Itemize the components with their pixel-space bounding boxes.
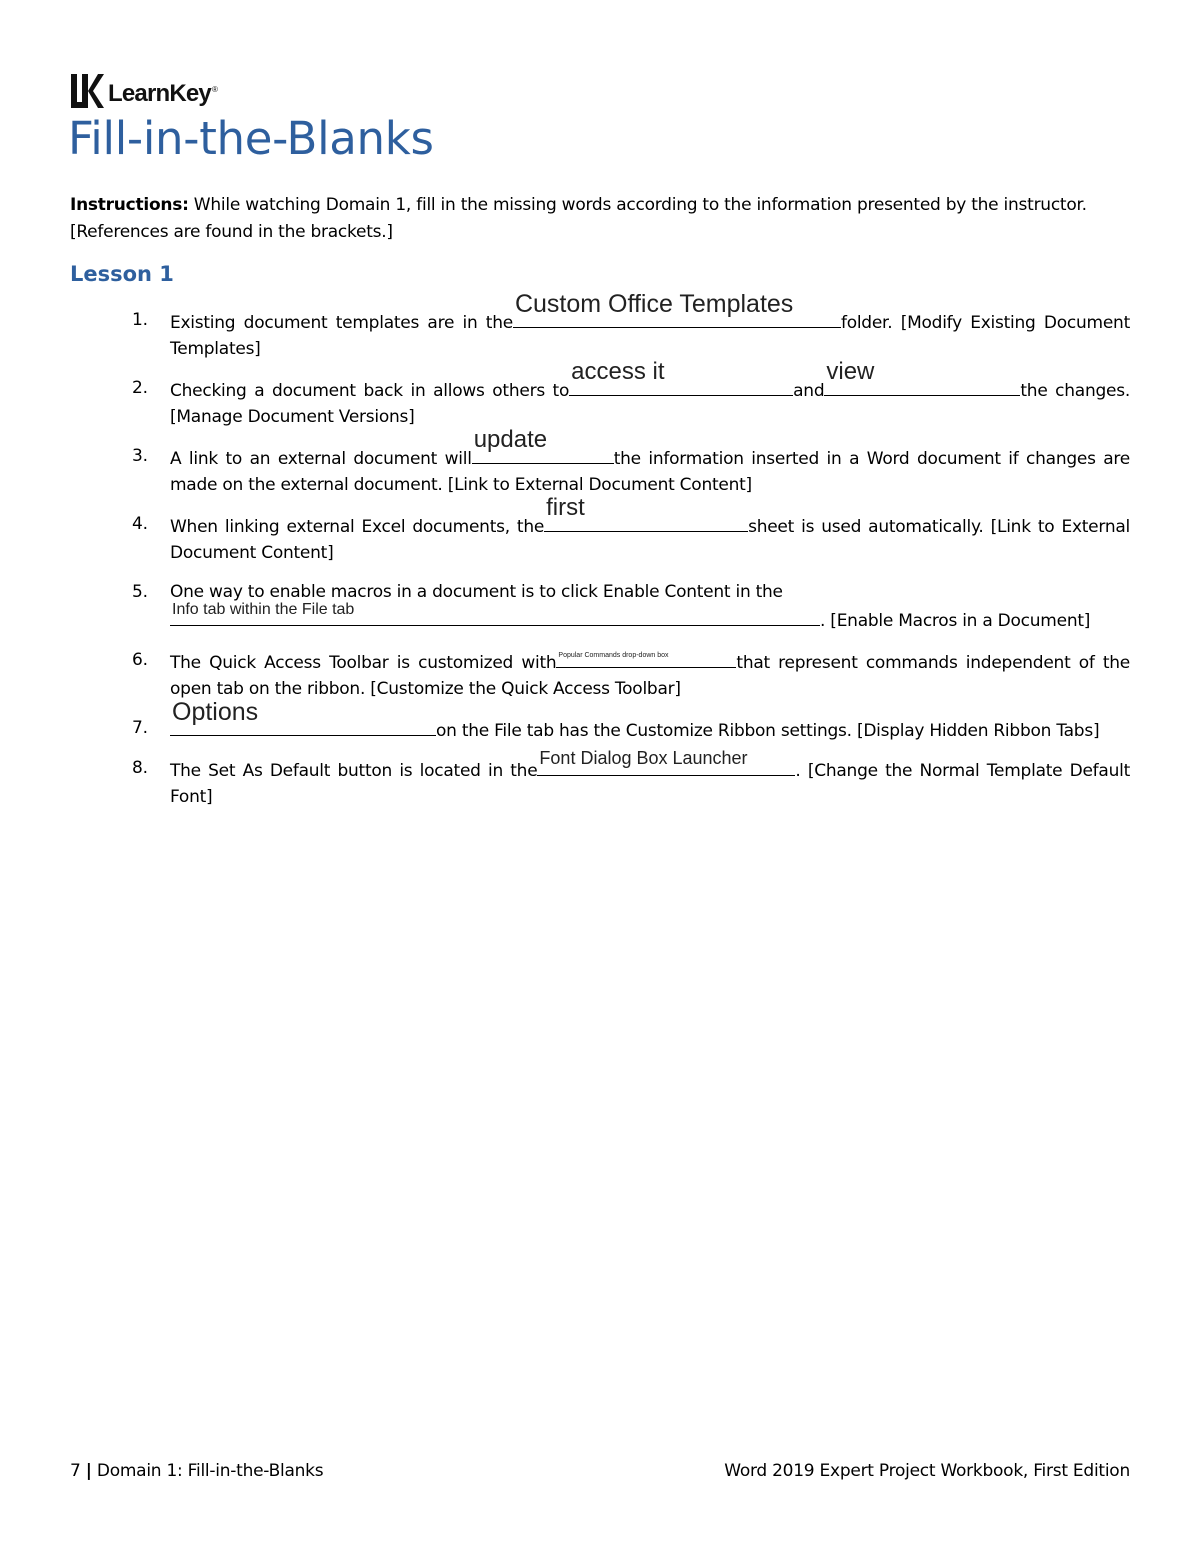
answer-text: update [473,426,548,453]
answer-blank[interactable] [170,601,820,626]
question-number: 2. [132,378,148,398]
question-text: The Quick Access Toolbar is customized with [170,653,557,673]
question-text: that represent commands independent of the open tab on the ribbon. [Customize the Quick Access Toolbar] [170,653,1130,699]
instructions-label: Instructions: [70,195,189,215]
answer-blank[interactable] [824,358,1020,396]
question-3 [132,426,1130,498]
answer-blank[interactable] [569,358,793,396]
logo-wordmark: LearnKey® [108,80,218,107]
answer-text: access it [571,358,665,385]
question-text: sheet is used automatically. [Link to External Document Content] [170,517,1130,563]
question-number: 3. [132,446,148,466]
question-text: the changes. [Manage Document Versions] [170,381,1130,427]
question-number: 8. [132,758,148,778]
question-text: the information inserted in a Word document if changes are made on the external document. [Link to External Document Content] [170,449,1130,495]
answer-blank[interactable] [472,426,614,464]
question-5 [132,579,1130,634]
lesson-heading: Lesson 1 [70,262,174,286]
learnkey-logo [70,72,217,108]
lk-logo-mark-icon [70,74,104,108]
question-8 [132,748,1130,810]
question-text: on the File tab has the Customize Ribbon settings. [Display Hidden Ribbon Tabs] [436,721,1100,741]
page-number: 7 [70,1461,81,1481]
question-1 [132,290,1130,362]
question-4 [132,494,1130,566]
instructions [70,192,1140,246]
page-title: Fill-in-the-Blanks [68,112,434,165]
instructions-text: While watching Domain 1, fill in the missing words according to the information presented by the instructor. [References are found in the brackets.] [70,195,1087,242]
question-number: 6. [132,650,148,670]
answer-blank[interactable] [544,494,748,532]
question-text: folder. [Modify Existing Document Templates] [170,313,1130,359]
answer-blank[interactable] [170,698,436,736]
answer-blank[interactable] [537,748,795,776]
answer-text: Info tab within the File tab [172,601,355,618]
answer-text: view [826,358,875,385]
question-text: The Set As Default button is located in the [170,761,538,781]
question-text: Existing document templates are in the [170,313,513,333]
question-number: 7. [132,718,148,738]
footer-left [70,1458,323,1484]
answer-text: Custom Office Templates [514,290,794,318]
question-text: A link to an external document will [170,449,472,469]
question-text: When linking external Excel documents, the [170,517,545,537]
answer-text: first [546,494,585,521]
question-number: 5. [132,582,148,602]
answer-text: Popular Commands drop-down box [558,652,669,659]
footer-book-title: Word 2019 Expert Project Workbook, First Edition [724,1461,1130,1481]
question-text: One way to enable macros in a document is to click Enable Content in the [170,582,783,602]
question-2 [132,358,1130,430]
footer-separator: | [85,1461,92,1481]
question-number: 4. [132,514,148,534]
question-text: and [793,381,825,401]
answer-blank[interactable] [556,647,736,668]
footer-section: Domain 1: Fill-in-the-Blanks [96,1461,324,1481]
answer-text: Options [172,698,259,726]
answer-blank[interactable] [513,290,841,328]
question-text: Checking a document back in allows others to [170,381,570,401]
question-7 [132,698,1130,744]
answer-text: Font Dialog Box Launcher [539,748,748,768]
question-number: 1. [132,310,148,330]
question-text: . [Change the Normal Template Default Font] [170,761,1130,807]
question-6 [132,647,1130,702]
question-text: . [Enable Macros in a Document] [820,611,1091,631]
